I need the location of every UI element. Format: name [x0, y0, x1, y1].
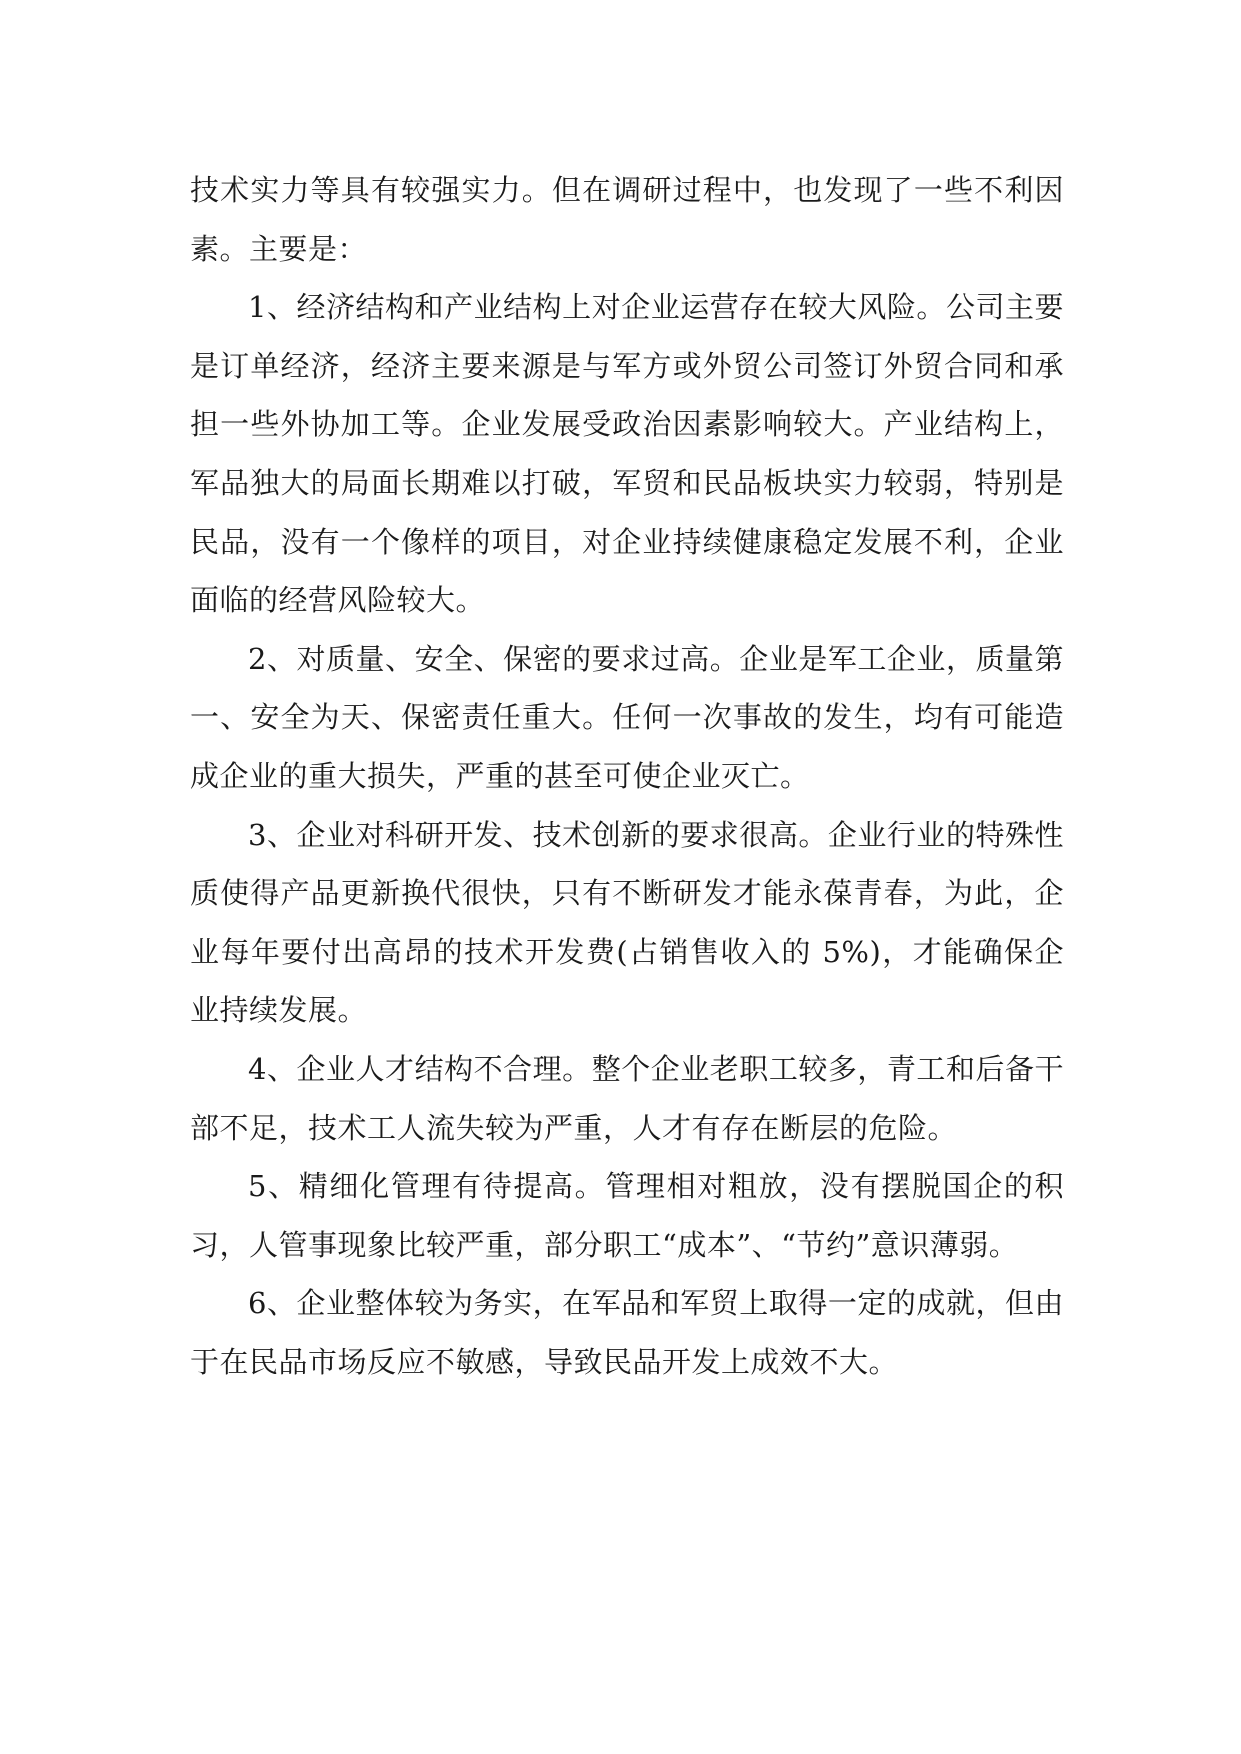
list-item-paragraph-1: 1、经济结构和产业结构上对企业运营存在较大风险。公司主要是订单经济，经济主要来源是与军方或外贸公司签订外贸合同和承担一些外协加工等。企业发展受政治因素影响较大。产业结构上，军品独大的局面长期难以打破，军贸和民品板块实力较弱，特别是民品，没有一个像样的项目，对企业持续健康稳定发展不利，企业面临的经营风险较大。	[190, 290, 1064, 618]
intro-paragraph: 技术实力等具有较强实力。但在调研过程中，也发现了一些不利因素。主要是：	[190, 173, 1064, 266]
list-item-paragraph-3: 3、企业对科研开发、技术创新的要求很高。企业行业的特殊性质使得产品更新换代很快，只有不断研发才能永葆青春，为此，企业每年要付出高昂的技术开发费(占销售收入的 5%)，才能确保企业持续发展。	[190, 817, 1064, 1028]
document-body	[190, 161, 1064, 1391]
list-item-paragraph-6: 6、企业整体较为务实，在军品和军贸上取得一定的成就，但由于在民品市场反应不敏感，导致民品开发上成效不大。	[190, 1286, 1064, 1379]
list-item-paragraph-2: 2、对质量、安全、保密的要求过高。企业是军工企业，质量第一、安全为天、保密责任重大。任何一次事故的发生，均有可能造成企业的重大损失，严重的甚至可使企业灭亡。	[190, 641, 1064, 793]
list-item-paragraph-4: 4、企业人才结构不合理。整个企业老职工较多，青工和后备干部不足，技术工人流失较为严重，人才有存在断层的危险。	[190, 1051, 1064, 1145]
list-item-paragraph-5: 5、精细化管理有待提高。管理相对粗放，没有摆脱国企的积习，人管事现象比较严重，部分职工“成本”、“节约”意识薄弱。	[190, 1169, 1064, 1262]
